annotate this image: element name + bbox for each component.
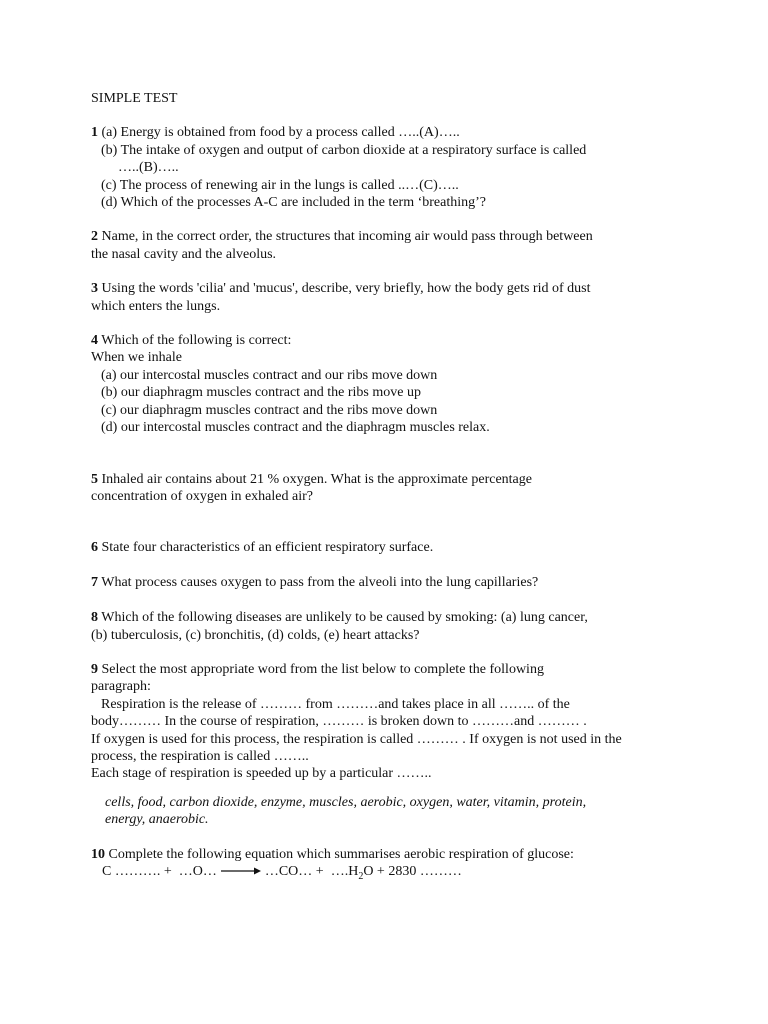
question-10-number: 10 <box>91 846 105 862</box>
question-5-text-cont: concentration of oxygen in exhaled air? <box>91 488 313 504</box>
question-3-number: 3 <box>91 281 98 297</box>
question-9-paragraph-line-4: process, the respiration is called …….. <box>91 748 309 764</box>
question-9-text-cont: paragraph: <box>91 679 151 695</box>
question-3-text-cont: which enters the lungs. <box>91 298 221 314</box>
question-9-paragraph-line-5: Each stage of respiration is speeded up by a particular …….. <box>91 766 432 782</box>
question-8-text: Which of the following diseases are unlikely to be caused by smoking: (a) lung cancer, <box>98 610 588 626</box>
question-8 <box>91 609 691 644</box>
question-1 <box>91 124 691 211</box>
question-1-part-c: (c) The process of renewing air in the lungs is called ..…(C)….. <box>101 177 459 193</box>
respiration-equation <box>91 863 691 880</box>
test-content <box>91 90 691 880</box>
question-6-number: 6 <box>91 540 98 556</box>
question-4-option-a: (a) our intercostal muscles contract and our ribs move down <box>101 367 438 383</box>
question-9-text: Select the most appropriate word from the list below to complete the following <box>98 661 544 677</box>
question-10 <box>91 846 691 881</box>
question-9-paragraph-line-3: If oxygen is used for this process, the respiration is called ……… . If oxygen is not used in the <box>91 731 622 747</box>
equation-subscript: 2 <box>358 870 364 882</box>
arrow-right-icon <box>221 863 261 880</box>
equation-right-part-2: O + 2830 ……… <box>363 864 462 879</box>
question-4-option-d: (d) our intercostal muscles contract and the diaphragm muscles relax. <box>101 420 490 436</box>
question-4-option-b: (b) our diaphragm muscles contract and the ribs move up <box>101 385 421 401</box>
question-10-text: Complete the following equation which summarises aerobic respiration of glucose: <box>105 846 574 862</box>
question-2 <box>91 228 691 263</box>
question-7-text: What process causes oxygen to pass from the alveoli into the lung capillaries? <box>98 574 539 590</box>
question-2-number: 2 <box>91 229 98 245</box>
question-3-text: Using the words 'cilia' and 'mucus', describe, very briefly, how the body gets rid of dust <box>98 281 591 297</box>
question-2-text-cont: the nasal cavity and the alveolus. <box>91 246 277 262</box>
question-9-paragraph-line-2: body……… In the course of respiration, ……… is broken down to ………and ……… . <box>91 714 587 730</box>
question-5-text: Inhaled air contains about 21 % oxygen. What is the approximate percentage <box>98 471 532 487</box>
question-8-number: 8 <box>91 610 98 626</box>
question-1-number: 1 <box>91 125 98 141</box>
question-2-text: Name, in the correct order, the structures that incoming air would pass through between <box>98 229 593 245</box>
word-list-line-1: cells, food, carbon dioxide, enzyme, muscles, aerobic, oxygen, water, vitamin, protein, <box>105 794 587 810</box>
question-6 <box>91 539 691 556</box>
question-4-text: Which of the following is correct: <box>98 333 292 349</box>
question-7-number: 7 <box>91 574 98 590</box>
question-8-text-cont: (b) tuberculosis, (c) bronchitis, (d) colds, (e) heart attacks? <box>91 627 420 643</box>
question-9-number: 9 <box>91 661 98 677</box>
question-9-word-list <box>91 794 691 829</box>
question-4-text-cont: When we inhale <box>91 350 182 366</box>
equation-right-part-1: …CO… + ….H <box>264 864 359 879</box>
question-3 <box>91 280 691 315</box>
word-list-line-2: energy, anaerobic. <box>105 812 209 828</box>
question-6-text: State four characteristics of an efficient respiratory surface. <box>98 540 434 556</box>
page-title: SIMPLE TEST <box>91 91 178 106</box>
question-1-part-d: (d) Which of the processes A-C are included in the term ‘breathing’? <box>101 195 486 211</box>
question-1-part-b-cont: …..(B)….. <box>118 160 179 176</box>
question-9-paragraph-line-1: Respiration is the release of ……… from ………and takes place in all …….. of the <box>101 696 570 712</box>
question-1-part-a: (a) Energy is obtained from food by a process called …..(A)….. <box>98 125 460 141</box>
question-4-number: 4 <box>91 333 98 349</box>
question-9 <box>91 661 691 829</box>
question-7 <box>91 574 691 591</box>
question-1-part-b: (b) The intake of oxygen and output of carbon dioxide at a respiratory surface is called <box>101 142 587 158</box>
question-4-option-c: (c) our diaphragm muscles contract and the ribs move down <box>101 402 438 418</box>
question-5 <box>91 471 691 506</box>
question-5-number: 5 <box>91 471 98 487</box>
equation-left: C ………. + …O… <box>102 864 217 879</box>
question-4 <box>91 332 691 436</box>
